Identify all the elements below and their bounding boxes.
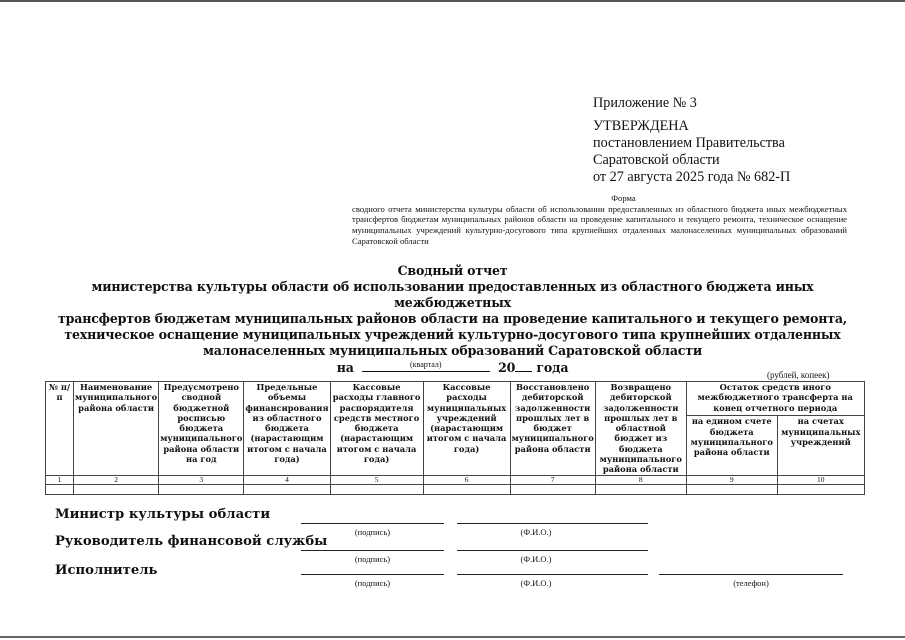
title-line-4: малонаселенных муниципальных образований Саратовской области (202, 343, 703, 358)
column-number: 3 (159, 475, 244, 484)
title-line-1: министерства культуры области об использовании предоставленных из областного бюджета иных межбюджетных (91, 279, 814, 310)
column-number: 8 (595, 475, 686, 484)
header-col-5: Кассовые расходы главного распорядителя средств местного бюджета (нарастающим итогом с начала года) (330, 382, 423, 476)
form-description: сводного отчета министерства культуры области об использовании предоставленных из областного бюджета иных межбюджетных трансфертов бюджетам муниципальных районов области на проведение капитального и текущего ремонта, техническое оснащение муниципальных учреждений культурно-досугового типа крупнейших отдаленных малонаселенных муниципальных образований Саратовской области (352, 203, 847, 246)
signature-caption: (подпись) (354, 527, 391, 537)
header-col-1: № п/п (46, 382, 74, 476)
name-line[interactable] (457, 574, 648, 575)
title-line-3: техническое оснащение муниципальных учреждений культурно-досугового типа крупнейших отдаленных (64, 327, 841, 342)
column-number: 5 (330, 475, 423, 484)
report-title (40, 263, 865, 376)
table-cell[interactable] (777, 484, 864, 494)
column-number-row (46, 475, 865, 484)
table-cell[interactable] (244, 484, 330, 494)
period-line (337, 359, 569, 376)
table-cell[interactable] (46, 484, 74, 494)
year-field[interactable] (515, 359, 532, 372)
approval-line-1: постановлением Правительства (593, 135, 785, 151)
period-prefix: на (336, 360, 354, 375)
header-col-3: Предусмотрено сводной бюджетной росписью бюджета муниципального района области на год (159, 382, 244, 476)
column-number: 4 (244, 475, 330, 484)
form-note (352, 193, 847, 247)
title-line-2: трансфертов бюджетам муниципальных районов области на проведение капитального и текущего ремонта, (58, 311, 847, 326)
signature-line[interactable] (301, 574, 444, 575)
signature-caption: (подпись) (354, 554, 391, 564)
column-number: 6 (423, 475, 510, 484)
signature-row-minister (55, 507, 855, 537)
column-number: 9 (686, 475, 777, 484)
table-cell[interactable] (74, 484, 159, 494)
name-caption: (Ф.И.О.) (520, 578, 552, 588)
table-cell[interactable] (423, 484, 510, 494)
signer-role: Руководитель финансовой службы (55, 534, 328, 549)
table-header-row (46, 382, 865, 416)
column-number: 2 (74, 475, 159, 484)
approval-line-3: от 27 августа 2025 года № 682-П (593, 169, 791, 185)
table-cell[interactable] (159, 484, 244, 494)
report-heading: Сводный отчет (397, 263, 508, 278)
table-row (46, 484, 865, 494)
year-prefix: 20 (498, 360, 516, 375)
header-col-9: на едином счете бюджета муниципального района области (686, 416, 777, 475)
header-group-balance: Остаток средств иного межбюджетного трансферта на конец отчетного периода (686, 382, 864, 416)
header-col-10: на счетах муниципальных учреждений (777, 416, 864, 475)
name-caption: (Ф.И.О.) (520, 554, 552, 564)
year-suffix: года (536, 360, 569, 375)
column-number: 7 (510, 475, 595, 484)
header-col-4: Предельные объемы финансирования из областного бюджета (нарастающим итогом с начала года) (244, 382, 330, 476)
signer-role: Исполнитель (55, 563, 158, 578)
name-line[interactable] (457, 550, 648, 551)
appendix-number: Приложение № 3 (593, 95, 697, 111)
page-top-edge (0, 0, 905, 2)
header-col-6: Кассовые расходы муниципальных учреждений (нарастающим итогом с начала года) (423, 382, 510, 476)
signature-line[interactable] (301, 523, 444, 524)
table-cell[interactable] (595, 484, 686, 494)
table-cell[interactable] (330, 484, 423, 494)
header-col-8: Возвращено дебиторской задолженности прошлых лет в областной бюджет из бюджета муниципального района области (595, 382, 686, 476)
signature-line[interactable] (301, 550, 444, 551)
table-cell[interactable] (686, 484, 777, 494)
signature-caption: (подпись) (354, 578, 391, 588)
signer-role: Министр культуры области (55, 507, 271, 522)
header-col-2: Наименование муниципального района области (74, 382, 159, 476)
name-caption: (Ф.И.О.) (520, 527, 552, 537)
header-col-7: Восстановлено дебиторской задолженности прошлых лет в бюджет муниципального района области (510, 382, 595, 476)
quarter-caption: (квартал) (410, 360, 442, 369)
signature-row-executor (55, 563, 855, 593)
report-table (45, 381, 865, 495)
table-cell[interactable] (510, 484, 595, 494)
phone-line[interactable] (659, 574, 843, 575)
signature-row-finance-head (55, 534, 855, 564)
approval-block (593, 95, 790, 186)
units-label: (рублей, копеек) (767, 370, 830, 380)
name-line[interactable] (457, 523, 648, 524)
phone-caption: (телефон) (733, 578, 769, 588)
column-number: 1 (46, 475, 74, 484)
column-number: 10 (777, 475, 864, 484)
approved-label: УТВЕРЖДЕНА (593, 118, 689, 134)
approval-line-2: Саратовской области (593, 152, 720, 168)
page-bottom-edge (0, 636, 905, 638)
form-label: Форма (611, 193, 636, 203)
